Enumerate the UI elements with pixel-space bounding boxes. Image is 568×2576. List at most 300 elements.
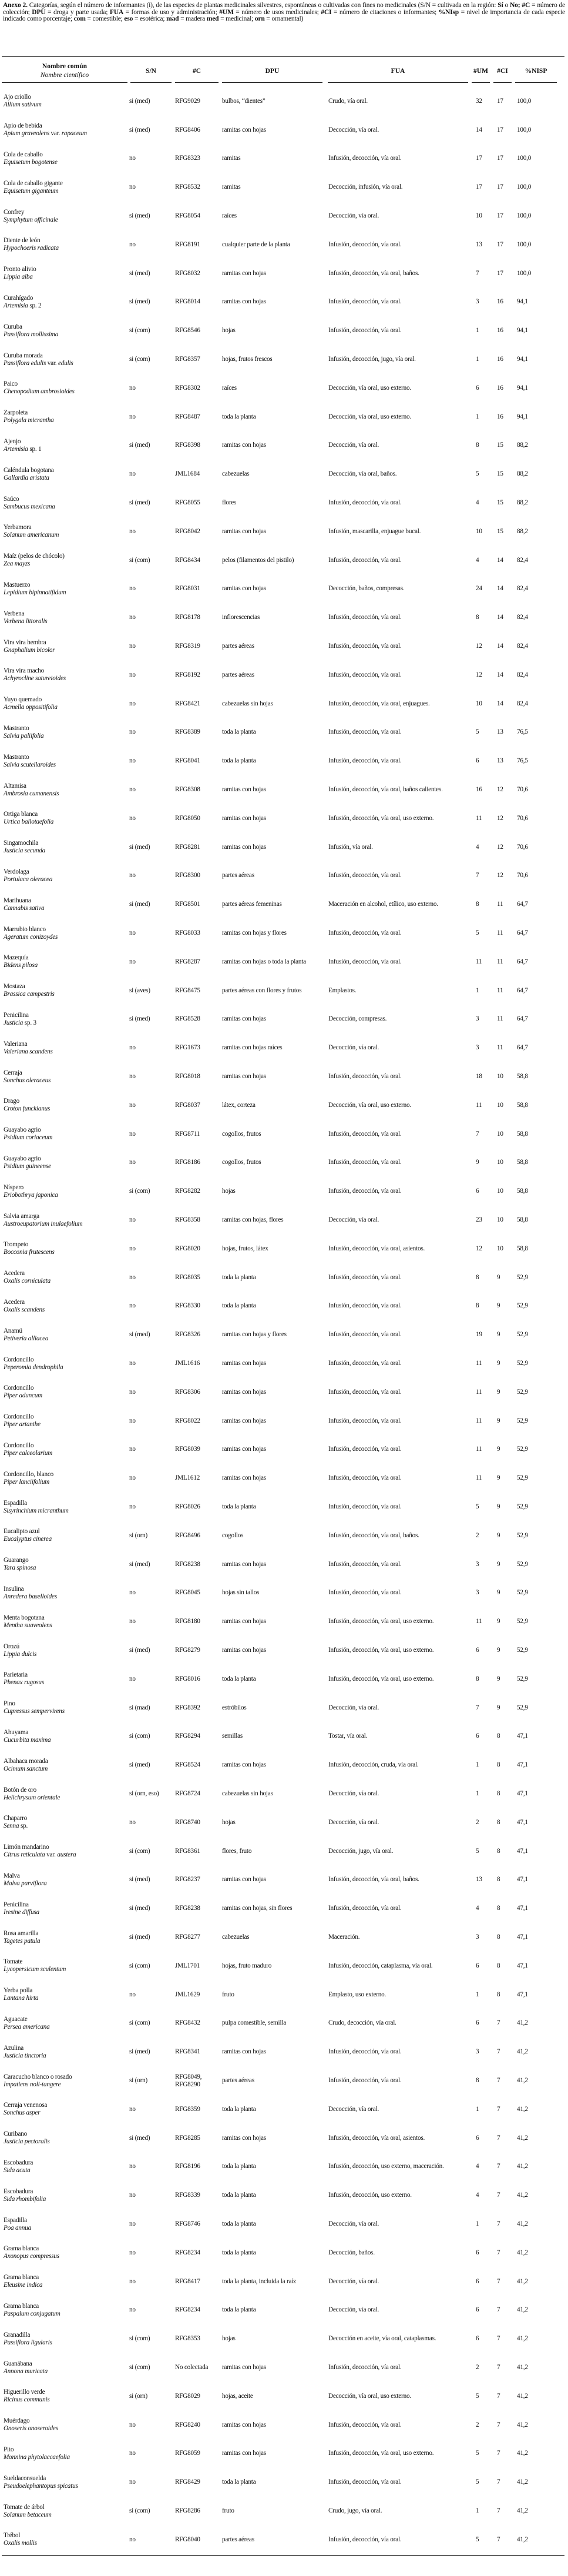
citations-count: 14 <box>497 700 503 707</box>
citations-count: 17 <box>497 183 503 191</box>
common-name: Mostaza <box>4 983 25 991</box>
use-forms: Decocción, vía oral, uso externo. <box>328 413 411 420</box>
species-name <box>4 323 129 339</box>
importance-percent: 100,0 <box>517 212 532 220</box>
citations-count: 7 <box>497 2364 500 2371</box>
collection-number: RFG8359 <box>175 2105 200 2113</box>
common-name: Pito <box>4 2445 14 2453</box>
importance-percent: 94,1 <box>517 356 528 363</box>
table-row <box>0 2411 568 2440</box>
scientific-name-part: Sisyrinchium micranthum <box>4 1507 69 1514</box>
use-forms: Infusión, decocción, vía oral, baños. <box>328 269 419 277</box>
collection-number: RFG8180 <box>175 1618 200 1625</box>
use-forms: Decocción, vía oral. <box>328 126 379 133</box>
scientific-name-part: Tara spinosa <box>4 1564 36 1572</box>
cultivated-status: si (med) <box>129 1761 150 1769</box>
species-name <box>4 1700 129 1715</box>
scientific-name-part: Cupressus sempervirens <box>4 1708 65 1715</box>
collection-number: RFG8192 <box>175 671 200 678</box>
scientific-name-part: Persea americana <box>4 2023 50 2030</box>
scientific-name <box>4 1192 129 1199</box>
importance-percent: 47,1 <box>517 1761 528 1769</box>
common-name: Curibano <box>4 2130 28 2138</box>
scientific-name <box>4 560 129 568</box>
caption-bold-text: Anexo 2. <box>3 1 28 9</box>
medicinal-uses-count: 4 <box>476 499 479 507</box>
scientific-name <box>4 962 129 969</box>
scientific-name <box>4 1335 129 1343</box>
drug-part-used: toda la planta <box>222 2163 256 2170</box>
common-name: Trompeto <box>4 1241 29 1249</box>
collection-number: RFG8054 <box>175 212 200 220</box>
scientific-name <box>4 934 129 941</box>
scientific-name-part: sp. <box>19 1822 28 1830</box>
collection-number: RFG8302 <box>175 384 200 392</box>
species-name <box>4 1787 129 1802</box>
drug-part-used: toda la planta <box>222 2478 256 2486</box>
drug-part-used: partes aéreas <box>222 643 254 650</box>
table-row <box>0 1521 568 1550</box>
drug-part-used: toda la planta <box>222 728 256 736</box>
importance-percent: 47,1 <box>517 1732 528 1740</box>
importance-percent: 82,4 <box>517 671 528 678</box>
importance-percent: 88,2 <box>517 527 528 535</box>
citations-count: 13 <box>497 757 503 765</box>
scientific-name-part: sp. 3 <box>23 1019 36 1026</box>
scientific-name <box>4 2339 129 2347</box>
scientific-name <box>4 2540 129 2547</box>
scientific-name-part: Helichrysum orientale <box>4 1794 61 1801</box>
table-row <box>0 632 568 661</box>
header-collection: #C <box>175 60 219 83</box>
citations-count: 8 <box>497 1990 500 1998</box>
scientific-name <box>4 1450 129 1457</box>
collection-number: RFG8240 <box>175 2421 200 2428</box>
caption-text: o <box>503 1 510 9</box>
species-name <box>4 725 129 740</box>
cultivated-status: no <box>129 728 136 736</box>
cultivated-status: no <box>129 1818 136 1826</box>
importance-percent: 70,6 <box>517 843 528 851</box>
scientific-name-part: Senna <box>4 1822 19 1830</box>
drug-part-used: partes aéreas femeninas <box>222 901 282 908</box>
citations-count: 8 <box>497 1905 500 1912</box>
scientific-name-part: Justicia tinctoria <box>4 2052 46 2059</box>
importance-percent: 41,2 <box>517 2192 528 2199</box>
importance-percent: 76,5 <box>517 757 528 765</box>
common-name: Albahaca morada <box>4 1757 48 1765</box>
medicinal-uses-count: 2 <box>476 2364 479 2371</box>
scientific-name-part: Passiflora ligularis <box>4 2339 52 2346</box>
table-row <box>0 1062 568 1091</box>
importance-percent: 41,2 <box>517 2535 528 2543</box>
species-name <box>4 2217 129 2232</box>
medicinal-uses-count: 11 <box>476 1417 482 1424</box>
scientific-name <box>4 732 129 740</box>
common-name: Mastuerzo <box>4 581 31 588</box>
medicinal-uses-count: 3 <box>476 1044 479 1052</box>
scientific-name-part: Oxalis mollis <box>4 2540 37 2547</box>
importance-percent: 88,2 <box>517 499 528 507</box>
medicinal-uses-count: 8 <box>476 1675 479 1682</box>
use-forms: Infusión, decocción, vía oral. <box>328 728 402 736</box>
scientific-name <box>4 2368 129 2376</box>
table-row <box>0 1779 568 1808</box>
scientific-name-part: Psidium guineense <box>4 1162 51 1170</box>
scientific-name <box>4 1622 129 1630</box>
use-forms: Infusión, decocción, vía oral, uso externo. <box>328 2450 434 2457</box>
table-row <box>0 1579 568 1608</box>
drug-part-used: látex, corteza <box>222 1101 256 1109</box>
collection-number: RFG8358 <box>175 1216 200 1224</box>
scientific-name <box>4 360 129 367</box>
cultivated-status: si (med) <box>129 1560 150 1568</box>
citations-count: 16 <box>497 327 503 334</box>
medicinal-uses-count: 17 <box>476 183 482 191</box>
species-name <box>4 811 129 826</box>
medicinal-uses-count: 32 <box>476 97 482 105</box>
use-forms: Infusión, decocción, vía oral. <box>328 2048 402 2056</box>
collection-number: RFG8029 <box>175 2392 200 2400</box>
scientific-name-part: Monnina phytolaccaefolia <box>4 2453 70 2461</box>
importance-percent: 82,4 <box>517 556 528 564</box>
scientific-name <box>4 1220 129 1228</box>
use-forms: Infusión, decocción, vía oral. <box>328 1417 402 1424</box>
citations-count: 12 <box>497 843 503 851</box>
scientific-name-part: sp. 1 <box>28 445 42 453</box>
table-row <box>0 976 568 1005</box>
cultivated-status: si (med) <box>129 2048 150 2056</box>
table-row <box>0 1751 568 1779</box>
collection-number: RFG8746 <box>175 2220 200 2228</box>
medicinal-uses-count: 6 <box>476 2335 479 2343</box>
citations-count: 7 <box>497 2392 500 2400</box>
caption-text: = comestible; <box>85 15 125 23</box>
medicinal-uses-count: 11 <box>476 1360 482 1367</box>
importance-percent: 47,1 <box>517 1818 528 1826</box>
citations-count: 10 <box>497 1159 503 1166</box>
citations-count: 8 <box>497 1847 500 1855</box>
drug-part-used: cabezuelas sin hojas <box>222 700 273 707</box>
drug-part-used: toda la planta <box>222 2105 256 2113</box>
collection-number: RFG8016 <box>175 1675 200 1682</box>
cultivated-status: si (com) <box>129 2019 150 2027</box>
table-row <box>0 202 568 230</box>
cultivated-status: no <box>129 1446 136 1453</box>
use-forms: Infusión, decocción, vía oral. <box>328 1331 402 1339</box>
scientific-name-part: rapaceum <box>61 130 87 138</box>
use-forms: Crudo, jugo, vía oral. <box>328 2507 382 2515</box>
common-name: Pino <box>4 1700 15 1708</box>
cultivated-status: no <box>129 1417 136 1424</box>
caption-bold-text: mad <box>166 15 179 23</box>
cultivated-status: no <box>129 2249 136 2256</box>
cultivated-status: si (med) <box>129 269 150 277</box>
importance-percent: 41,2 <box>517 2105 528 2113</box>
medicinal-uses-count: 5 <box>476 2478 479 2486</box>
medicinal-uses-count: 7 <box>476 1130 479 1138</box>
drug-part-used: toda la planta <box>222 1503 256 1511</box>
caption-bold-text: Sí <box>498 1 503 9</box>
cultivated-status: si (com) <box>129 2507 150 2515</box>
importance-percent: 94,1 <box>517 298 528 306</box>
drug-part-used: ramitas con hojas <box>222 1761 266 1769</box>
scientific-name-part: Salvia paliifolia <box>4 732 44 740</box>
drug-part-used: cabezuelas <box>222 470 250 478</box>
use-forms: Decocción, vía oral. <box>328 2105 379 2113</box>
cultivated-status: no <box>129 872 136 879</box>
scientific-name <box>4 2483 129 2490</box>
scientific-name-part: Austroeupatorium inulaefolium <box>4 1220 83 1227</box>
header-um: #UM <box>472 60 490 83</box>
table-row <box>0 2239 568 2267</box>
collection-number: RFG8032 <box>175 269 200 277</box>
collection-number: RFG8300 <box>175 872 200 879</box>
importance-percent: 64,7 <box>517 958 528 965</box>
table-row <box>0 2468 568 2497</box>
citations-count: 15 <box>497 527 503 535</box>
importance-percent: 70,6 <box>517 786 528 794</box>
common-name: Mastranto <box>4 753 29 761</box>
species-name <box>4 926 129 941</box>
scientific-name-part: Piper lanciifolium <box>4 1478 50 1486</box>
drug-part-used: partes aéreas <box>222 2077 254 2085</box>
cultivated-status: si (orn, eso) <box>129 1790 159 1798</box>
species-name <box>4 983 129 998</box>
importance-percent: 70,6 <box>517 872 528 879</box>
scientific-name <box>4 761 129 769</box>
collection-number: RFG8330 <box>175 1302 200 1310</box>
species-name <box>4 581 129 597</box>
use-forms: Decocción, baños, compresas. <box>328 585 405 593</box>
caption-bold-text: eso <box>124 15 133 23</box>
cultivated-status: si (med) <box>129 499 150 507</box>
importance-percent: 52,9 <box>517 1474 528 1482</box>
table-row <box>0 1923 568 1952</box>
drug-part-used: ramitas con hojas <box>222 1073 266 1080</box>
cultivated-status: si (mad) <box>129 1704 150 1711</box>
use-forms: Infusión, decocción, uso externo. <box>328 2192 412 2199</box>
drug-part-used: ramitas con hojas <box>222 1015 266 1023</box>
species-name <box>4 180 129 195</box>
medicinal-uses-count: 5 <box>476 728 479 736</box>
common-name: Marrubio blanco <box>4 925 46 933</box>
importance-percent: 41,2 <box>517 2163 528 2170</box>
citations-count: 17 <box>497 212 503 220</box>
drug-part-used: hojas sin tallos <box>222 1589 260 1597</box>
scientific-name-part: Passiflora mollissima <box>4 330 59 338</box>
species-name <box>4 209 129 224</box>
collection-number: RFG8475 <box>175 986 200 994</box>
table-row <box>0 1320 568 1349</box>
importance-percent: 58,8 <box>517 1130 528 1138</box>
common-name: Grama blanca <box>4 2274 39 2281</box>
table-row <box>0 1894 568 1923</box>
collection-number: RFG8357 <box>175 356 200 363</box>
medicinal-uses-count: 3 <box>476 1589 479 1597</box>
importance-percent: 52,9 <box>517 1360 528 1367</box>
scientific-name <box>4 446 129 453</box>
scientific-name-part: Impatiens noli-tangere <box>4 2080 61 2088</box>
drug-part-used: ramitas con hojas <box>222 843 266 851</box>
importance-percent: 52,9 <box>517 1647 528 1654</box>
cultivated-status: no <box>129 183 136 191</box>
drug-part-used: ramitas con hojas <box>222 126 266 133</box>
citations-count: 17 <box>497 240 503 248</box>
table-row <box>0 1120 568 1149</box>
use-forms: Infusión, vía oral. <box>328 843 373 851</box>
table-row <box>0 1033 568 1062</box>
use-forms: Infusión, decocción, vía oral. <box>328 1388 402 1396</box>
citations-count: 9 <box>497 1417 500 1424</box>
collection-number: RFG8532 <box>175 183 200 191</box>
use-forms: Infusión, decocción, jugo, vía oral. <box>328 356 416 363</box>
common-name: Drago <box>4 1098 19 1105</box>
species-name <box>4 839 129 855</box>
scientific-name <box>4 1938 129 1945</box>
importance-percent: 41,2 <box>517 2134 528 2142</box>
importance-percent: 52,9 <box>517 1531 528 1539</box>
cultivated-status: no <box>129 2306 136 2314</box>
top-rule <box>2 56 564 57</box>
scientific-name-part: Pseudoelephantopus spicatus <box>4 2482 78 2490</box>
caption-bold-text: orn <box>254 15 265 23</box>
species-name <box>4 2130 129 2146</box>
collection-number: RFG8286 <box>175 2507 200 2515</box>
collection-number: RFG8279 <box>175 1647 200 1654</box>
table-row <box>0 374 568 403</box>
cultivated-status: no <box>129 1675 136 1682</box>
importance-percent: 47,1 <box>517 1790 528 1798</box>
cultivated-status: si (orn) <box>129 1531 148 1539</box>
species-name <box>4 1471 129 1486</box>
drug-part-used: toda la planta <box>222 2306 256 2314</box>
drug-part-used: partes aéreas <box>222 2535 254 2543</box>
medicinal-uses-count: 3 <box>476 1933 479 1941</box>
medicinal-uses-count: 5 <box>476 1503 479 1511</box>
species-name <box>4 782 129 798</box>
species-name <box>4 1098 129 1113</box>
drug-part-used: cogollos, frutos <box>222 1130 261 1138</box>
cultivated-status: no <box>129 643 136 650</box>
table-row <box>0 259 568 288</box>
species-name <box>4 151 129 166</box>
citations-count: 8 <box>497 1732 500 1740</box>
use-forms: Infusión, decocción, vía oral. <box>328 1503 402 1511</box>
cultivated-status: no <box>129 2105 136 2113</box>
species-name <box>4 868 129 884</box>
species-name <box>4 467 129 482</box>
cultivated-status: no <box>129 671 136 678</box>
cultivated-status: no <box>129 814 136 822</box>
scientific-name-part: Bocconia frutescens <box>4 1249 55 1256</box>
scientific-name-part: Symphytum officinale <box>4 216 58 223</box>
citations-count: 10 <box>497 1101 503 1109</box>
species-name <box>4 93 129 109</box>
cultivated-status: no <box>129 958 136 965</box>
citations-count: 16 <box>497 298 503 306</box>
citations-count: 9 <box>497 1302 500 1310</box>
citations-count: 7 <box>497 2019 500 2027</box>
medicinal-uses-count: 7 <box>476 872 479 879</box>
citations-count: 11 <box>497 986 503 994</box>
use-forms: Infusión, decocción, vía oral. <box>328 929 402 937</box>
collection-number: RFG8186 <box>175 1159 200 1166</box>
importance-percent: 52,9 <box>517 1675 528 1682</box>
citations-count: 8 <box>497 1962 500 1969</box>
use-forms: Infusión, decocción, vía oral. <box>328 1302 402 1310</box>
drug-part-used: toda la planta, incluida la raíz <box>222 2277 296 2285</box>
importance-percent: 41,2 <box>517 2421 528 2428</box>
table-row <box>0 1636 568 1665</box>
medicinal-uses-count: 7 <box>476 269 479 277</box>
use-forms: Infusión, decocción, vía oral. <box>328 1446 402 1453</box>
cultivated-status: si (med) <box>129 1876 150 1884</box>
medicinal-uses-count: 1 <box>476 986 479 994</box>
caption-text: = droga y parte usada; <box>45 8 110 16</box>
citations-count: 11 <box>497 1044 503 1052</box>
importance-percent: 82,4 <box>517 614 528 621</box>
scientific-name <box>4 1507 129 1515</box>
species-name <box>4 2417 129 2433</box>
cultivated-status: si (com) <box>129 327 150 334</box>
cultivated-status: si (med) <box>129 126 150 133</box>
species-name <box>4 2532 129 2547</box>
citations-count: 7 <box>497 2077 500 2085</box>
citations-count: 8 <box>497 1933 500 1941</box>
scientific-name-part: Paspalum conjugatum <box>4 2310 61 2317</box>
use-forms: Decocción, jugo, vía oral. <box>328 1847 394 1855</box>
header-fua: FUA <box>328 60 468 83</box>
collection-number: RFG9029 <box>175 97 200 105</box>
citations-count: 9 <box>497 1503 500 1511</box>
citations-count: 7 <box>497 2134 500 2142</box>
table-row <box>0 1665 568 1694</box>
drug-part-used: ramitas con hojas <box>222 1647 266 1654</box>
caption-text: = número de citaciones o informantes; <box>331 8 439 16</box>
common-name: Menta bogotana <box>4 1614 45 1621</box>
use-forms: Infusión, decocción, vía oral, uso externo. <box>328 1647 434 1654</box>
common-name: Tomate de árbol <box>4 2503 45 2511</box>
citations-count: 17 <box>497 269 503 277</box>
medicinal-uses-count: 6 <box>476 2277 479 2285</box>
table-row <box>0 2525 568 2554</box>
citations-count: 9 <box>497 1474 500 1482</box>
scientific-name <box>4 1421 129 1428</box>
species-name <box>4 1815 129 1830</box>
common-name: Diente de león <box>4 237 41 245</box>
scientific-name-part: Gnaphalium bicolor <box>4 646 55 654</box>
importance-percent: 47,1 <box>517 1847 528 1855</box>
species-name <box>4 2159 129 2174</box>
scientific-name <box>4 1564 129 1572</box>
drug-part-used: ramitas con hojas <box>222 1618 266 1625</box>
common-name: Caracucho blanco o rosado <box>4 2073 72 2080</box>
medicinal-uses-count: 8 <box>476 1273 479 1281</box>
use-forms: Infusión, decocción, vía oral. <box>328 2364 402 2371</box>
cultivated-status: si (med) <box>129 1015 150 1023</box>
use-forms: Decocción, vía oral. <box>328 1818 379 1826</box>
species-name <box>4 2360 129 2376</box>
table-row <box>0 603 568 632</box>
common-name: Orozú <box>4 1642 19 1650</box>
citations-count: 14 <box>497 556 503 564</box>
common-name: Acedera <box>4 1270 25 1277</box>
scientific-name <box>4 2425 129 2433</box>
table-row <box>0 517 568 546</box>
scientific-name <box>4 1708 129 1715</box>
drug-part-used: ramitas con hojas, sin flores <box>222 1905 293 1912</box>
